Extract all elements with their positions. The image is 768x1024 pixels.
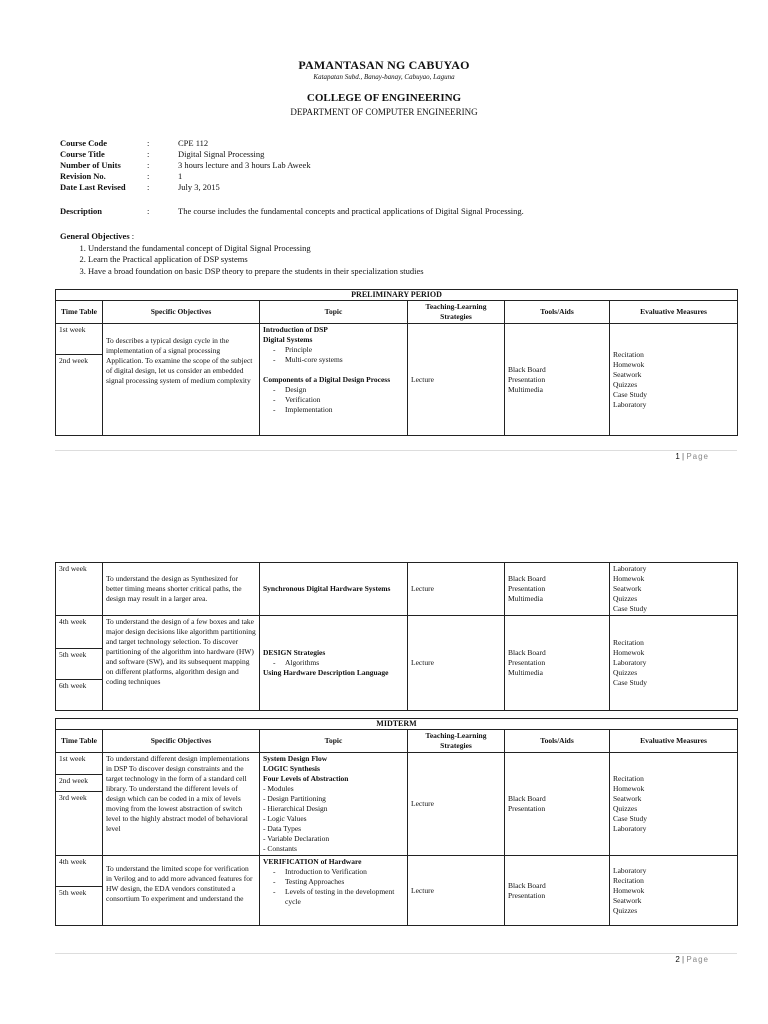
list-item: - Constants (263, 844, 297, 853)
measures-cell: Laboratory Recitation Homewok Seatwork Quizzes (610, 856, 738, 926)
objectives-cell: To understand the design as Synthesized for better timing means shorter critical paths, the design may result in a larger area. (103, 563, 260, 616)
strategy-cell: Lecture (408, 753, 505, 856)
tools-cell: Black Board Presentation Multimedia (505, 616, 610, 711)
week-cell: 1st week 2nd week 3rd week (56, 753, 103, 856)
col-strategies: Teaching-Learning Strategies (408, 730, 505, 753)
list-item: - Algorithms (285, 658, 404, 668)
col-strategies: Teaching-Learning Strategies (408, 301, 505, 324)
topic-cell: Synchronous Digital Hardware Systems (260, 563, 408, 616)
objectives-cell: To understand different design implementations in DSP To discover design constraints and the target technology in the form of a standard cell library. To understand the different levels of design which can be coded in a mix of levels moving from the lowest abstraction of switch level to the highly abstract model of behavioral level (103, 753, 260, 856)
list-item: - Data Types (263, 824, 302, 833)
department-name: DEPARTMENT OF COMPUTER ENGINEERING (290, 107, 478, 117)
list-item: - Hierarchical Design (263, 804, 328, 813)
page-rule (55, 953, 737, 954)
col-objectives: Specific Objectives (103, 730, 260, 753)
tools-cell: Black Board Presentation Multimedia (505, 563, 610, 616)
table-row (56, 563, 738, 616)
general-objectives-list (60, 243, 424, 278)
list-item: - Introduction to Verification (285, 867, 404, 877)
page-footer-2: 2 | Page (675, 955, 709, 964)
col-tools: Tools/Aids (505, 730, 610, 753)
list-item: - Variable Declaration (263, 834, 330, 843)
week-cell: 1st week 2nd week (56, 324, 103, 436)
general-objectives: General Objectives : 1. Understand the fundamental concept of Digital Signal Processing 2. Learn the Practical application of DSP systems 3. Have a broad foundation on basic DSP theory to prepare the students in their specialization studies (60, 231, 424, 277)
school-address: Katapatan Subd., Banay-banay, Cabuyao, Laguna (313, 73, 455, 81)
info-row-units: Number of Units : 3 hours lecture and 3 hours Lab Aweek (60, 160, 311, 170)
week-cell: 4th week 5th week (56, 856, 103, 926)
school-name: PAMANTASAN NG CABUYAO (298, 58, 470, 72)
table-row (56, 324, 738, 436)
col-objectives: Specific Objectives (103, 301, 260, 324)
prelim-band: PRELIMINARY PERIOD (56, 290, 738, 301)
measures-cell: Recitation Homewok Seatwork Quizzes Case Study Laboratory (610, 324, 738, 436)
col-tools: Tools/Aids (505, 301, 610, 324)
list-item: - Multi-core systems (285, 355, 404, 365)
measures-cell: Laboratory Homewok Seatwork Quizzes Case Study (610, 563, 738, 616)
objectives-cell: To understand the limited scope for verification in Verilog and to add more advanced features for HW design, the EDA vendors constituted a consortium To experiment and understand the (103, 856, 260, 926)
list-item: - Levels of testing in the development cycle (285, 887, 404, 907)
strategy-cell: Lecture (408, 616, 505, 711)
topic-cell: VERIFICATION of Hardware - Introduction to Verification - Testing Approaches - Levels of testing in the development cycle (260, 856, 408, 926)
col-measures: Evaluative Measures (610, 730, 738, 753)
col-topic: Topic (260, 730, 408, 753)
topic-cell: DESIGN Strategies - Algorithms Using Hardware Description Language (260, 616, 408, 711)
list-item: - Modules (263, 784, 294, 793)
table-row (56, 753, 738, 856)
info-row-description: Description : The course includes the fundamental concepts and practical applications of Digital Signal Processing. (60, 206, 524, 216)
list-item: - Implementation (285, 405, 404, 415)
info-row-course-code: Course Code : CPE 112 (60, 138, 209, 148)
list-item: - Verification (285, 395, 404, 405)
week-cell: 4th week 5th week 6th week (56, 616, 103, 711)
midterm-table (55, 718, 738, 926)
prelim-table (55, 289, 738, 436)
page-rule (55, 450, 737, 451)
list-item: - Testing Approaches (285, 877, 404, 887)
info-row-course-title: Course Title : Digital Signal Processing (60, 149, 265, 159)
page-footer-1: 1 | Page (675, 452, 709, 461)
tools-cell: Black Board Presentation (505, 856, 610, 926)
strategy-cell: Lecture (408, 324, 505, 436)
tools-cell: Black Board Presentation (505, 753, 610, 856)
info-row-revision: Revision No. : 1 (60, 171, 183, 181)
col-time: Time Table (56, 730, 103, 753)
info-row-date-revised: Date Last Revised : July 3, 2015 (60, 182, 220, 192)
list-item: - Design (285, 385, 404, 395)
strategy-cell: Lecture (408, 856, 505, 926)
list-item: - Principle (285, 345, 404, 355)
measures-cell: Recitation Homewok Laboratory Quizzes Case Study (610, 616, 738, 711)
prelim-continued-table (55, 562, 738, 711)
col-time: Time Table (56, 301, 103, 324)
list-item: - Logic Values (263, 814, 307, 823)
topic-cell: System Design Flow LOGIC Synthesis Four Levels of Abstraction - Modules - Design Partitioning - Hierarchical Design - Logic Values - Data Types - Variable Declaration - Constants (260, 753, 408, 856)
midterm-band: MIDTERM (56, 719, 738, 730)
list-item: - Design Partitioning (263, 794, 326, 803)
strategy-cell: Lecture (408, 563, 505, 616)
list-item: 2. Learn the Practical application of DSP systems (88, 254, 424, 266)
objectives-cell: To describes a typical design cycle in the implementation of a signal processing Application. To examine the scope of the subject of digital design, let us consider an embedded signal processing system of medium complexity (103, 324, 260, 436)
list-item: 1. Understand the fundamental concept of Digital Signal Processing (88, 243, 424, 255)
list-item: 3. Have a broad foundation on basic DSP theory to prepare the students in their specialization studies (88, 266, 424, 278)
tools-cell: Black Board Presentation Multimedia (505, 324, 610, 436)
table-row (56, 856, 738, 926)
week-cell: 3rd week (56, 563, 103, 616)
col-measures: Evaluative Measures (610, 301, 738, 324)
measures-cell: Recitation Homewok Seatwork Quizzes Case Study Laboratory (610, 753, 738, 856)
table-row (56, 616, 738, 711)
college-name: COLLEGE OF ENGINEERING (306, 92, 462, 104)
objectives-cell: To understand the design of a few boxes and take major design decisions like algorithm partitioning and target technology selection. To discover partitioning of the algorithm into hardware (HW) and software (SW), and its subsequent mapping on different platforms, algorithm design and coding techniques (103, 616, 260, 711)
topic-cell: Introduction of DSP Digital Systems - Principle - Multi-core systems Components of a Digital Design Process - Design - Verification - Implementation (260, 324, 408, 436)
col-topic: Topic (260, 301, 408, 324)
